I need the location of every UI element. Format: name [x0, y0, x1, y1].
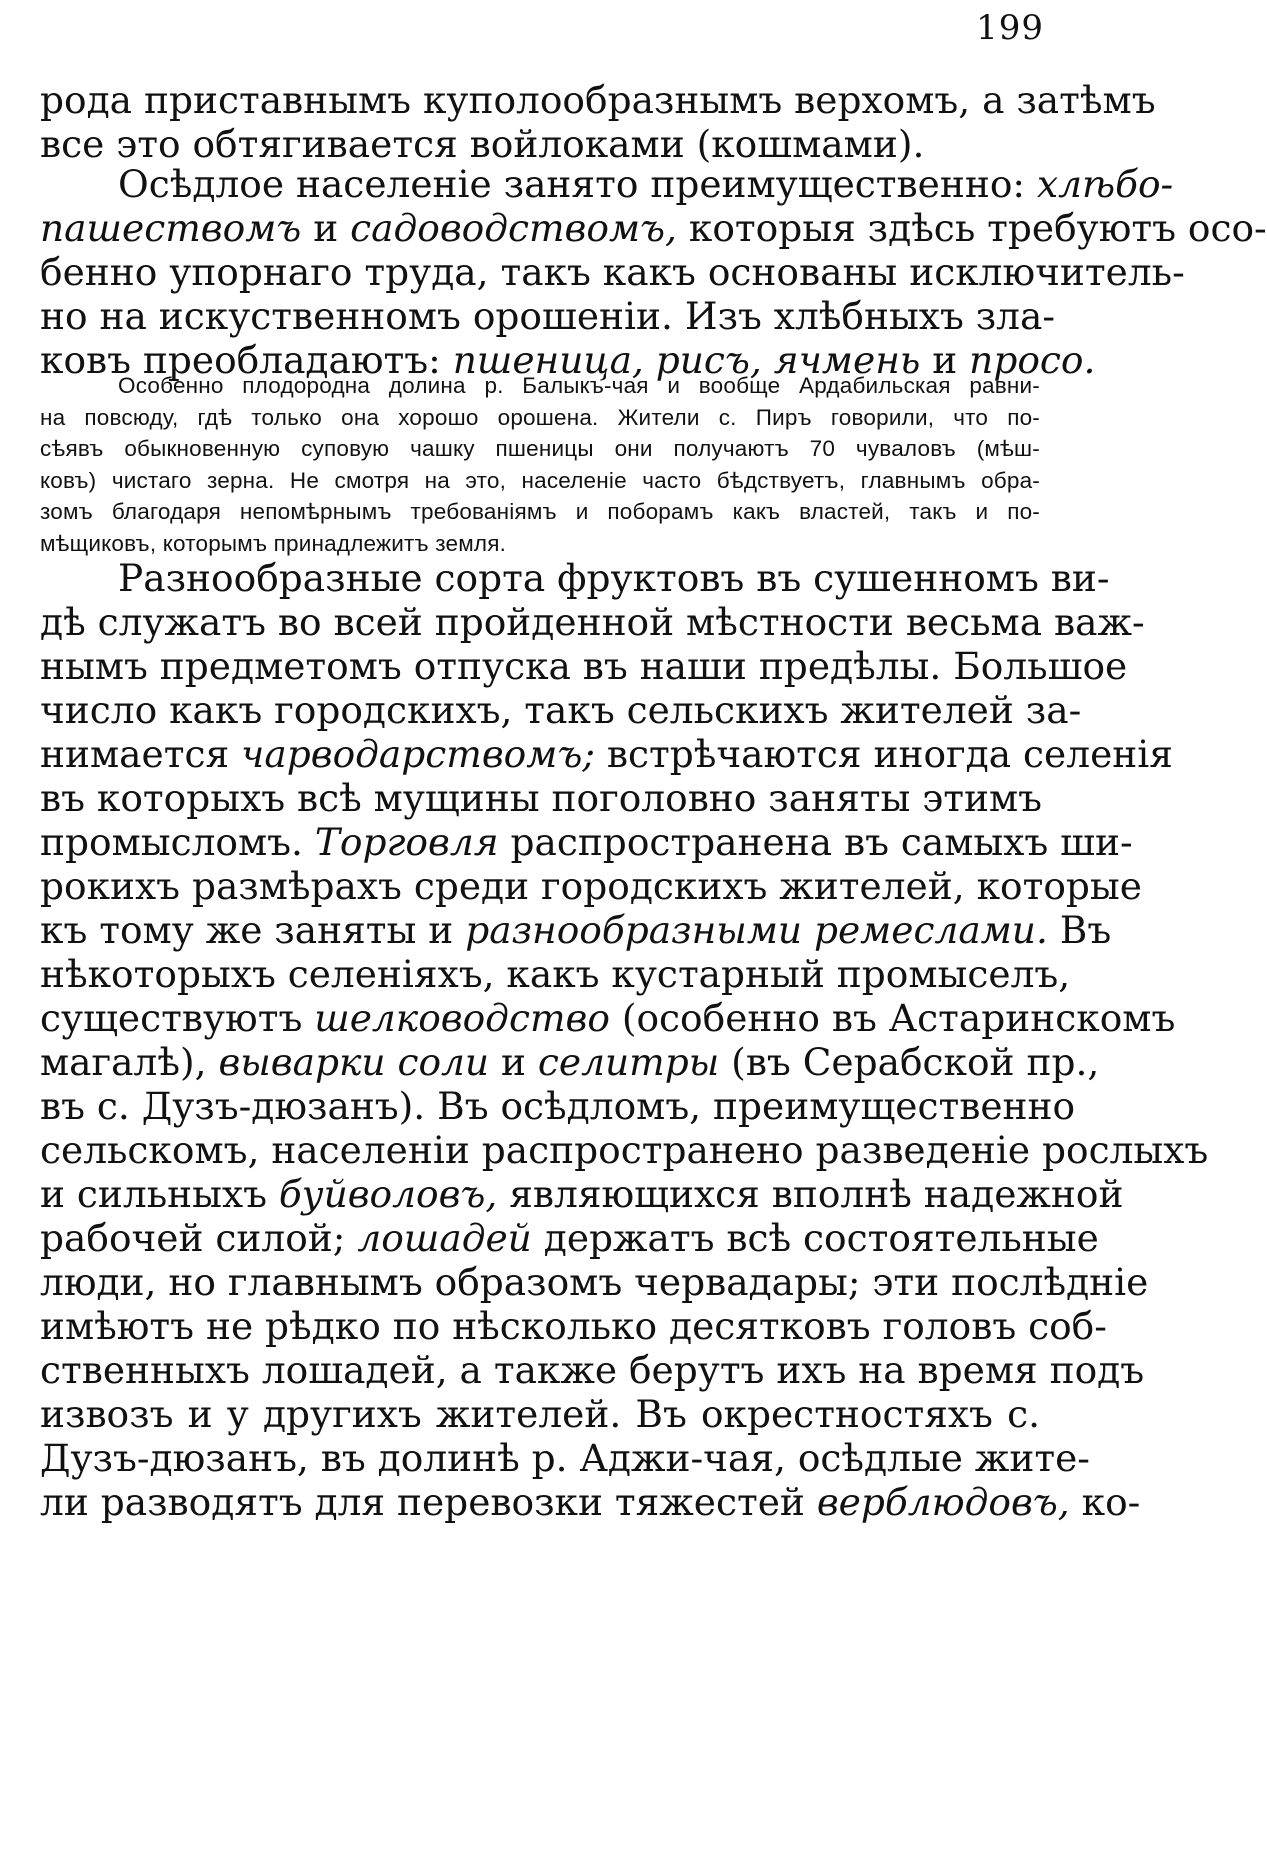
page-number: 199	[976, 8, 1044, 48]
text-span: ковъ преобладаютъ:	[40, 338, 453, 382]
paragraph-3	[40, 556, 1209, 1524]
text-line	[40, 996, 1176, 1040]
footnote-line: мѣщиковъ, которымъ принадлежитъ земля.	[40, 530, 507, 556]
text-span: Осѣдлое населеніе занято преимущественно:	[118, 162, 1037, 206]
text-span: нимается	[40, 732, 242, 776]
footnote-line: сѣявъ обыкновенную суповую чашку пшеницы они получаютъ 70 чуваловъ (мѣш-	[40, 436, 1040, 461]
text-line: Разнообразные сорта фруктовъ въ сушенномъ ви-	[118, 556, 1110, 600]
text-line: дѣ служатъ во всей пройденной мѣстности весьма важ-	[40, 600, 1145, 644]
text-line: рокихъ размѣрахъ среди городскихъ жителей, которые	[40, 864, 1142, 908]
text-line: нѣкоторыхъ селеніяхъ, какъ кустарный промыселъ,	[40, 952, 1071, 996]
text-span: которыя здѣсь требуютъ осо-	[676, 206, 1267, 250]
emphasis-text: садоводствомъ,	[350, 206, 677, 250]
text-span: (въ Серабской пр.,	[719, 1040, 1100, 1084]
text-line	[40, 162, 1174, 206]
text-span: магалѣ),	[40, 1040, 219, 1084]
emphasis-text: выварки соли	[218, 1040, 490, 1084]
footnote-line: зомъ благодаря непомѣрнымъ требованіямъ и поборамъ какъ властей, такъ и по-	[40, 499, 1040, 524]
text-line: все это обтягивается войлоками (кошмами).	[40, 122, 925, 166]
paragraph-2	[40, 162, 1267, 382]
text-span: къ тому же заняты и	[40, 908, 466, 952]
text-line: въ с. Дузъ-дюзанъ). Въ осѣдломъ, преимущественно	[40, 1084, 1076, 1128]
text-line	[40, 1172, 1124, 1216]
text-span: рабочей силой;	[40, 1216, 358, 1260]
emphasis-text: лошадей	[357, 1216, 532, 1260]
text-line: въ которыхъ всѣ мущины поголовно заняты этимъ	[40, 776, 1043, 820]
text-span: встрѣчаются иногда селенія	[594, 732, 1173, 776]
text-line	[40, 206, 1267, 250]
text-line: но на искуственномъ орошеніи. Изъ хлѣбныхъ зла-	[40, 294, 1056, 338]
emphasis-text: селитры	[537, 1040, 720, 1084]
emphasis-text: хлѣбо-	[1036, 162, 1174, 206]
text-span: держатъ всѣ состоятельные	[531, 1216, 1099, 1260]
text-line: люди, но главнымъ образомъ червадары; эти послѣдніе	[40, 1260, 1149, 1304]
text-line	[40, 1480, 1141, 1524]
text-line: Дузъ-дюзанъ, въ долинѣ р. Аджи-чая, осѣдлые жите-	[40, 1436, 1090, 1480]
text-span: существуютъ	[40, 996, 315, 1040]
text-span: Въ	[1047, 908, 1112, 952]
footnote	[40, 370, 1040, 559]
text-span: и	[301, 206, 351, 250]
text-line: сельскомъ, населеніи распространено разведеніе рослыхъ	[40, 1128, 1209, 1172]
paragraph-1	[40, 78, 1156, 166]
emphasis-text: просо.	[969, 338, 1096, 382]
emphasis-text: буйволовъ,	[278, 1172, 498, 1216]
text-line	[40, 908, 1112, 952]
text-line: число какъ городскихъ, такъ сельскихъ жителей за-	[40, 688, 1082, 732]
emphasis-text: пашествомъ	[40, 206, 302, 250]
text-line: имѣютъ не рѣдко по нѣсколько десятковъ головъ соб-	[40, 1304, 1107, 1348]
text-span: и сильныхъ	[40, 1172, 279, 1216]
text-span: и	[920, 338, 970, 382]
text-line: рода приставнымъ куполообразнымъ верхомъ, а затѣмъ	[40, 78, 1156, 122]
text-line: извозъ и у другихъ жителей. Въ окрестностяхъ с.	[40, 1392, 1040, 1436]
text-line	[40, 1216, 1099, 1260]
text-span: (особенно въ Астаринскомъ	[609, 996, 1176, 1040]
emphasis-text: разнообразными ремеслами.	[465, 908, 1048, 952]
text-line: нымъ предметомъ отпуска въ наши предѣлы. Большое	[40, 644, 1128, 688]
text-line: бенно упорнаго труда, такъ какъ основаны исключитель-	[40, 250, 1185, 294]
text-span: промысломъ.	[40, 820, 315, 864]
text-line	[40, 820, 1133, 864]
text-line: ственныхъ лошадей, а также берутъ ихъ на время подъ	[40, 1348, 1145, 1392]
footnote-line: Особенно плодородна долина р. Балыкъ-чая и вообще Ардабильская равни-	[118, 373, 1040, 398]
emphasis-text: чарводарствомъ;	[241, 732, 595, 776]
text-span: ко-	[1069, 1480, 1141, 1524]
text-span: и	[489, 1040, 538, 1084]
text-line	[40, 732, 1173, 776]
emphasis-text: пшеница, рисъ, ячмень	[452, 338, 921, 382]
text-span: являющихся вполнѣ надежной	[497, 1172, 1124, 1216]
text-line	[40, 1040, 1100, 1084]
emphasis-text: верблюдовъ,	[816, 1480, 1070, 1524]
emphasis-text: Торговля	[314, 820, 499, 864]
footnote-line: ковъ) чистаго зерна. Не смотря на это, населеніе часто бѣдствуетъ, главнымъ обра-	[40, 467, 1040, 493]
text-span: ли разводятъ для перевозки тяжестей	[40, 1480, 817, 1524]
footnote-line: на повсюду, гдѣ только она хорошо орошена. Жители с. Пиръ говорили, что по-	[40, 404, 1040, 430]
text-span: распространена въ самыхъ ши-	[498, 820, 1133, 864]
emphasis-text: шелководство	[314, 996, 610, 1040]
